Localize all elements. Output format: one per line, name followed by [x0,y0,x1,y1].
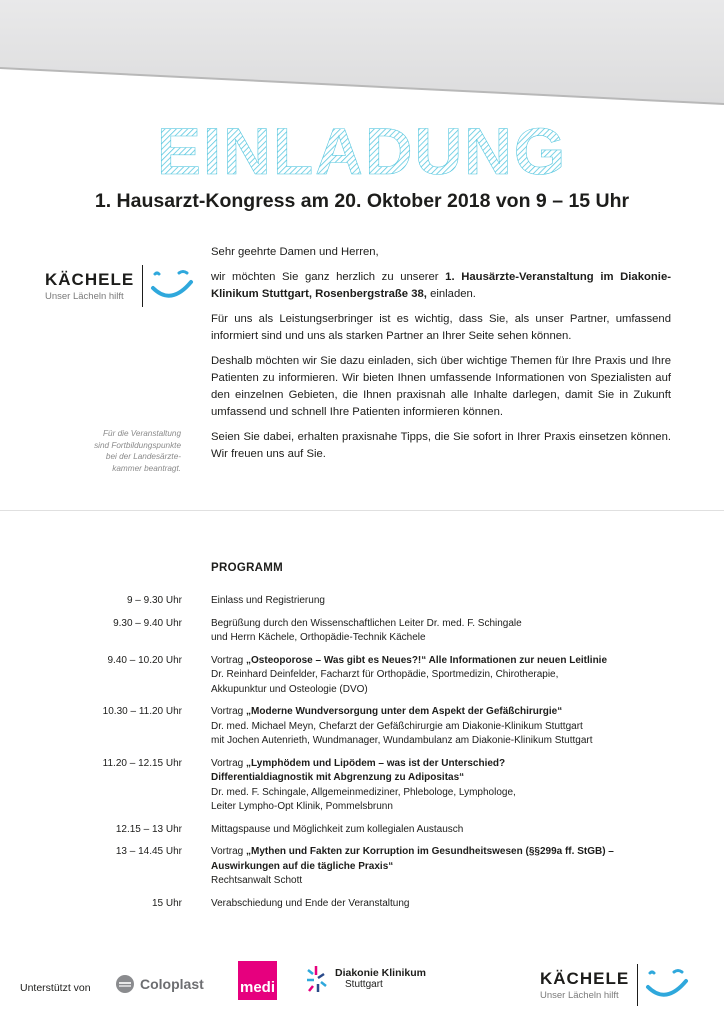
program-text: Rechtsanwalt Schott [211,875,303,886]
diakonie-city: Stuttgart [345,979,383,990]
program-description [211,705,681,749]
salutation: Sehr geehrte Damen und Herren, [211,246,379,258]
logo-tagline: Unser Lächeln hilft [540,989,619,1001]
smile-icon [149,268,195,304]
program-item [0,594,724,609]
program-time: 11.20 – 12.15 Uhr [102,757,182,769]
diakonie-cross-icon [304,964,330,994]
program-description [211,594,681,609]
program-time: 13 – 14.45 Uhr [115,846,182,857]
sidenote-line: Für die Veranstaltung [103,429,181,438]
logo-brand: KÄCHELE [45,269,135,289]
program-title: PROGRAMM [211,562,284,574]
program-text: Dr. Reinhard Deinfelder, Facharzt für Orthopädie, Sportmedizin, Chirotherapie, [211,669,559,680]
medi-logo [238,961,277,1000]
program-time: 9 – 9.30 Uhr [126,595,182,606]
program-line [211,845,681,860]
program-line [211,823,681,838]
letter-paragraph-1 [211,269,671,303]
headline-text: EINLADUNG [156,118,568,182]
program-talk-title: „Lymphödem und Lipödem – was ist der Unterschied? [246,757,506,769]
coloplast-logo [115,974,204,994]
program-text: mit Jochen Autenrieth, Wundmanager, Wundambulanz am Diakonie-Klinikum Stuttgart [211,735,593,746]
program-prefix: Vortrag [211,757,247,769]
program-text: Dr. med. Michael Meyn, Chefarzt der Gefäßchirurgie am Diakonie-Klinikum Stuttgart [211,720,583,732]
smile-icon [644,967,690,1003]
program-description [211,654,681,698]
program-line [211,705,681,720]
letter-paragraph-2: Für uns als Leistungserbringer ist es wichtig, dass Sie, als unser Partner, umfassend informiert sind und uns als starken Partner an Ihrer Seite sehen können. [211,313,671,342]
letter-paragraph-4: Seien Sie dabei, erhalten praxisnahe Tipps, die Sie sofort in Ihrer Praxis einsetzen können. Wir freuen uns auf Sie. [211,431,671,460]
program-line [211,683,681,698]
diakonie-wordmark [335,967,426,991]
program-prefix: Vortrag [211,654,247,666]
program-line [211,874,681,889]
program-line [211,594,681,609]
program-text: Einlass und Registrierung [211,595,325,606]
program-description [211,897,681,912]
program-item [0,897,724,912]
program-text: Dr. med. F. Schingale, Allgemeinmediziner, Phlebologe, Lymphologe, [211,786,516,798]
program-line [211,757,681,772]
p1-post: einladen. [426,288,476,300]
logo-wordmark [540,970,635,1001]
program-description [211,845,681,889]
sidenote-line: sind Fortbildungspunkte [94,440,181,450]
program-item [0,654,724,698]
program-text: Begrüßung durch den Wissenschaftlichen Leiter Dr. med. F. Schingale [211,617,522,629]
p1-pre: wir möchten Sie ganz herzlich zu unserer [211,271,446,283]
program-prefix: Vortrag [211,706,247,717]
program-description [211,757,681,815]
program-time: 10.30 – 11.20 Uhr [102,706,182,717]
sidenote-line: bei der Landesärzte- [105,452,181,461]
program-line [211,720,681,735]
program-line [211,771,681,786]
program-time: 12.15 – 13 Uhr [115,823,182,835]
program-item [0,845,724,889]
program-line [211,617,681,632]
coloplast-icon [115,974,135,994]
program-line [211,897,681,912]
program-talk-title: Auswirkungen auf die tägliche Praxis“ [211,860,394,872]
coloplast-text: Coloplast [140,976,204,992]
logo-wordmark [45,271,140,302]
program-prefix: Vortrag [211,846,247,857]
diakonie-logo [304,964,426,994]
top-fold-decoration [0,0,724,110]
program-line [211,668,681,683]
kaechele-logo-footer [540,964,690,1006]
program-text: und Herrn Kächele, Orthopädie-Technik Kächele [211,632,426,643]
program-text: Leiter Lympho-Opt Klinik, Pommelsbrunn [211,801,393,812]
program-item [0,823,724,838]
logo-divider [637,964,638,1006]
program-talk-title: „Mythen und Fakten zur Korruption im Gesundheitswesen (§§299a ff. StGB) – [246,846,614,857]
program-text: Akkupunktur und Osteologie (DVO) [211,683,368,695]
diakonie-name: Diakonie Klinikum [335,967,427,979]
program-item [0,705,724,749]
program-item [0,757,724,815]
kaechele-logo [45,265,195,307]
program-time: 9.30 – 9.40 Uhr [113,617,182,629]
headline [0,118,724,182]
program-talk-title: „Osteoporose – Was gibt es Neues?!“ Alle Informationen zur neuen Leitlinie [246,654,608,666]
program-description [211,617,681,646]
program-time: 9.40 – 10.20 Uhr [107,654,182,666]
logo-tagline: Unser Lächeln hilft [45,290,124,302]
program-line [211,786,681,801]
program-line [211,654,681,669]
program-text: Verabschiedung und Ende der Veranstaltung [211,897,410,909]
section-divider [0,510,724,511]
program-line [211,734,681,749]
cme-points-note [61,428,181,474]
medi-text: medi [239,979,275,996]
program-list [0,594,724,919]
program-line [211,631,681,646]
program-item [0,617,724,646]
letter-paragraph-3: Deshalb möchten wir Sie dazu einladen, sich über wichtige Themen für Ihre Praxis und Ihre Patienten zu informieren. Wir bieten Ihnen umfassende Informationen von Spezialisten auf den einzelnen Gebieten, die Ihnen praxisnah alle Inhalte darlegen, damit Sie in Zukunft umfassend und schnell Ihre Patienten informieren können. [211,355,671,418]
program-time: 15 Uhr [151,897,182,909]
venue-highlight: 1. Hausärzte-Veranstaltung im Diakonie-Klinikum Stuttgart, Rosenbergstraße 38, [211,271,671,300]
program-talk-title: Differentialdiagnostik mit Abgrenzung zu Adipositas“ [211,772,465,783]
program-line [211,800,681,815]
program-text: Mittagspause und Möglichkeit zum kollegialen Austausch [211,823,464,835]
event-subtitle: 1. Hausarzt-Kongress am 20. Oktober 2018 von 9 – 15 Uhr [94,190,630,212]
program-description [211,823,681,838]
program-talk-title: „Moderne Wundversorgung unter dem Aspekt der Gefäßchirurgie“ [246,706,563,717]
sidenote-line: kammer beantragt. [112,463,181,473]
logo-divider [142,265,143,307]
sponsor-label: Unterstützt von [20,982,91,994]
invitation-letter [211,244,671,471]
logo-brand: KÄCHELE [540,968,630,988]
program-line [211,860,681,875]
